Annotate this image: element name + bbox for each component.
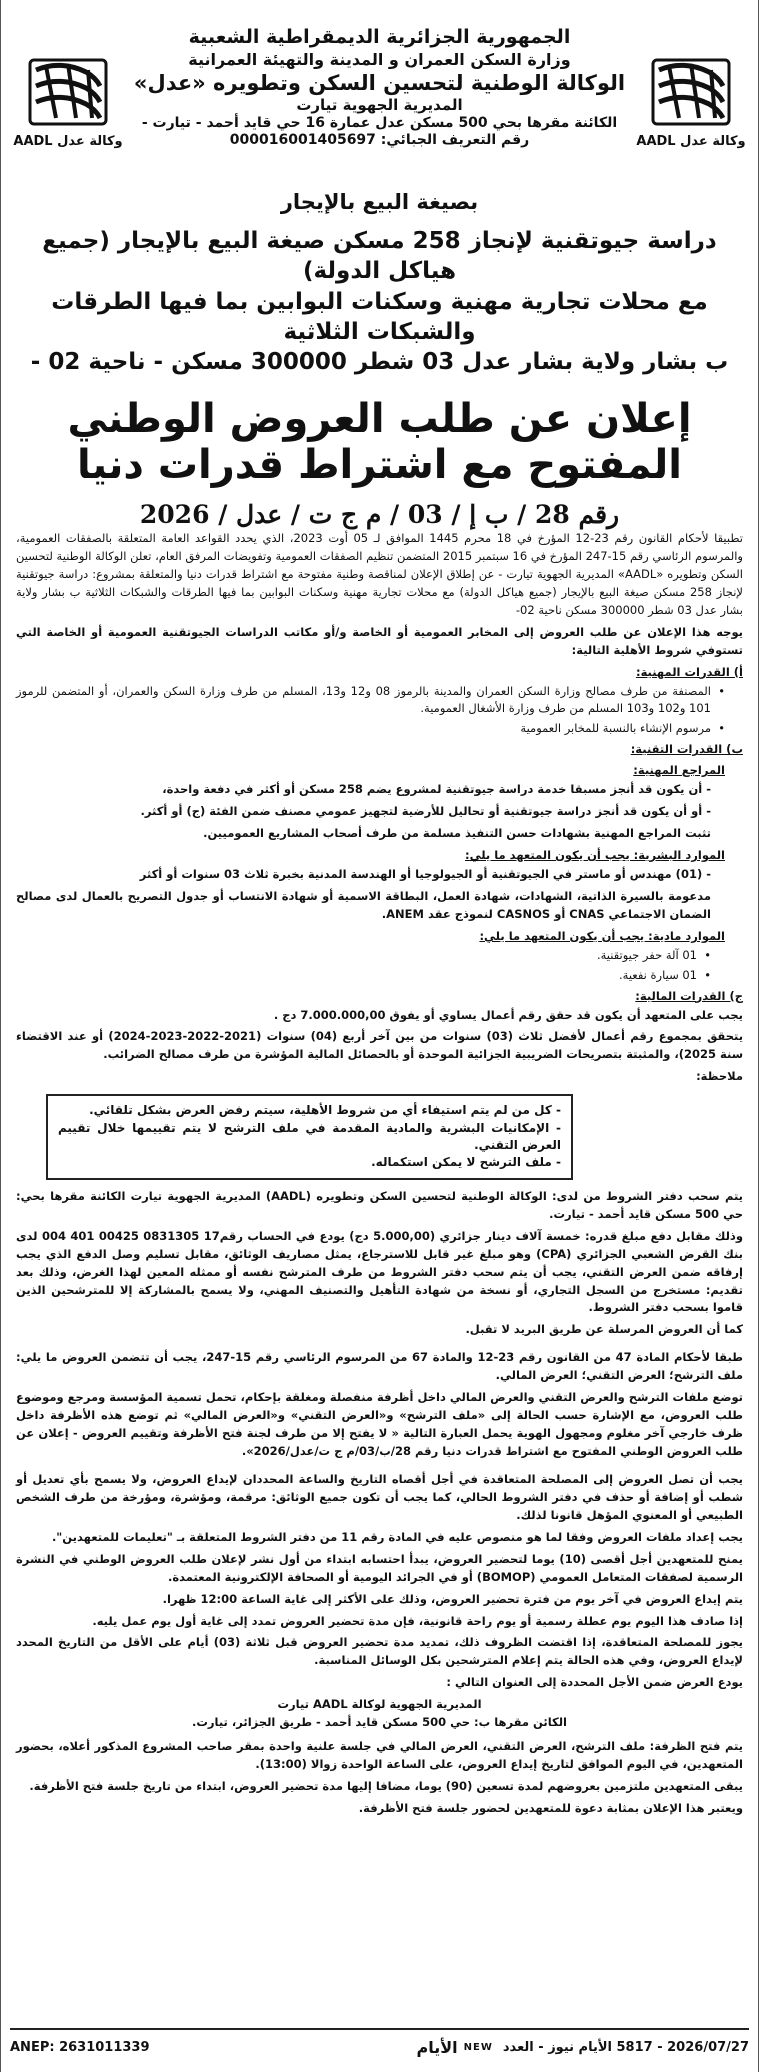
- material-resources-title: الموارد مادية: يجب أن يكون المتعهد ما يلي:: [479, 928, 725, 943]
- professional-item-1: • المصنفة من طرف مصالح وزارة السكن العمران والمدينة بالرموز 08 و12 و13، المسلم من طرف وزارة السكن والعمران، أو المتضمن للرموز 101 و102 و103 المسلم من طرف وزارة الأشغال العمومية.: [16, 683, 725, 719]
- aadl-logo-right-text: وكالة عدل AADL: [636, 134, 746, 149]
- intro-paragraph-1: تطبيقا لأحكام القانون رقم 23-12 المؤرخ في 18 محرم 1445 الموافق لـ 05 أوت 2023، الذي يحدد القواعد العامة المتعلقة بالصفقات العمومية، والمرسوم الرئاسي رقم 15-247 المؤرخ في 16 سبتمبر 2015 المتضمن تنظيم الصفقات العمومية وتفويضات المرفق العام، تعلن الوكالة الوطنية لتحسين السكن وتطويره «AADL» المديرية الجهوية تيارت - عن إطلاق الإعلان لمناقصة وطنية مفتوحة مع اشتراط قدرات دنيا والمتعلقة بمشروع: دراسة جيوتقنية لإنجاز 258 مسكن صيغة البيع بالإيجار (جميع هياكل الدولة) مع محلات تجارية مهنية وسكنات البوابين بما فيها الطرقات والشبكات الثلاثية ب بشار ولاية بشار عدل 03 شطر 300000 مسكن ناحية 02-: [16, 531, 743, 617]
- study-line-3: ب بشار ولاية بشار عدل 03 شطر 300000 مسكن - ناحية 02 -: [30, 349, 729, 376]
- tax-id-label: رقم التعريف الجبائي:: [380, 132, 530, 149]
- professional-references-title: المراجع المهنية:: [633, 763, 725, 778]
- specs-withdrawal-3: كما أن العروض المرسلة عن طريق البريد لا تقبل.: [465, 1322, 743, 1337]
- footer-right: [417, 2038, 749, 2057]
- header-center: [120, 26, 639, 150]
- specs-withdrawal-2: وذلك مقابل دفع مبلغ قدره: خمسة آلاف دينار جزائري (5.000,00 دج) يودع في الحساب رقم17 0831305 00425 401 004 لدى بنك القرض الشعبي الجزائري (CPA) وهو مبلغ غير قابل للاسترجاع، يمثل مصاريف الوثائق، مقابل تسليم وصل الدفع الذي يجب إرفاقه ضمن العرض التقني، يجب أن يتم سحب دفتر الشروط من طرف المترشح نفسه أو ممثله المعين لهذا الغرض، وذلك بعد تقديم: مستخرج من السجل التجاري، أو نسخة من شهادة التأهيل والتصنيف المهني، ولا يسمح بالمشاركة إلا للمترشحين الذين قاموا بسحب دفتر الشروط.: [16, 1228, 743, 1315]
- human-resources-title: الموارد البشرية: يجب أن يكون المتعهد ما يلي:: [464, 848, 725, 862]
- financial-text-2: يتحقق بمجموع رقم أعمال لأفضل ثلاث (03) سنوات من بين آخر أربع (04) سنوات (2021-2022-2023-2024) أو عند الاقتضاء سنة 2025)، والمثبتة بتصريحات الضريبية الجزائية الموحدة أو بالحصائل المالية المؤشرة من طرف مصالح الضرائب.: [16, 1029, 744, 1062]
- tax-id-line: [120, 132, 639, 150]
- reference-item-3: تثبت المراجع المهنية بشهادات حسن التنفيذ مسلمة من طرف أصحاب المشاريع العموميين.: [203, 826, 711, 841]
- section-technical-capacities: ب) القدرات التقنية:: [630, 742, 743, 757]
- financial-text-1: يجب على المتعهد أن يكون قد حقق رقم أعمال يساوي أو يفوق 7.000.000,00 دج .: [273, 1007, 743, 1022]
- announcement-reference: رقم 28 / ب إ / 03 / م ج ت / عدل / 2026: [139, 499, 620, 529]
- aadl-logo-right: [631, 56, 751, 174]
- aadl-logo-left-text: وكالة عدل AADL: [13, 134, 123, 149]
- header: [8, 10, 751, 188]
- offers-content-2: توضع ملفات الترشح والعرض التقني والعرض المالي داخل أظرفة منفصلة ومغلقة بإحكام، تحمل تسمية المؤسسة ومرجع وموضوع طلب العروض، مع الإشارة حسب الحالة إلى «ملف الترشح» و«العرض التقني» و«العرض المالي» ثم توضع هذه الأظرفة داخل ظرف خارجي آخر مغلوم ومجهول الهوية يحمل العبارة التالية « لا يفتح إلا من طرف لجنة فتح الأظرفة وتقييم العروض - إعلان عن طلب العروض الوطني المفتوح مع اشتراط قدرات دنيا رقم 28/ب/03/م ج ت/عدل/2026».: [16, 1390, 743, 1458]
- aadl-logo-left: [8, 56, 128, 174]
- footer-issue-date: 2026/07/27 - 5817 الأيام نيوز - العدد: [502, 2039, 749, 2055]
- reference-item-2: - أو أن يكون قد أنجز دراسة جيوتقنية أو تحاليل للأرضية لتجهيز عمومي مصنف ضمن الفئة (ج) أو أكثر.: [140, 804, 711, 819]
- agency-address: الكائنة مقرها بحي 500 مسكن عدل عمارة 16 حي قايد أحمد - تيارت -: [141, 114, 618, 131]
- aadl-logo-icon: [645, 56, 737, 128]
- material-resource-item-2: • 01 سيارة نفعية.: [16, 967, 711, 985]
- note-box: [46, 1094, 573, 1180]
- human-resource-item-1: - (01) مهندس أو ماستر في الجيوتقنية أو الجيولوجيا أو الهندسة المدنية بخبرة ثلاث 03 سنوات أو أكثر: [139, 866, 711, 881]
- new-label: NEW: [463, 2041, 493, 2053]
- agency-name: الوكالة الوطنية لتحسين السكن وتطويره «عدل»: [133, 70, 626, 95]
- deposit-address: [16, 1696, 743, 1732]
- deposit-text-5: إذا صادف هذا اليوم يوم عطلة رسمية أو يوم راحة قانونية، فإن مدة تحضير العروض تمدد إلى غاية أول يوم عمل يليه.: [92, 1613, 743, 1628]
- reference-item-1: - أن يكون قد أنجز مسبقا خدمة دراسة جيوتقنية لمشروع يضم 258 مسكن أو أكثر في دفعة واحدة،: [162, 782, 711, 797]
- note-line-3: - ملف الترشح لا يمكن استكماله.: [371, 1155, 561, 1170]
- note-line-1: - كل من لم يتم استيفاء أي من شروط الأهلية، سيتم رفض العرض بشكل تلقائي.: [89, 1103, 561, 1118]
- intro-paragraph-2: يوجه هذا الإعلان عن طلب العروض إلى المخابر العمومية أو الخاصة و/أو مكاتب الدراسات الجيوتقنية العمومية أو الخاصة التي تستوفي شروط الأهلية التالية:: [16, 624, 743, 657]
- specs-withdrawal-1: يتم سحب دفتر الشروط من لدى: الوكالة الوطنية لتحسين السكن وتطويره (AADL) المديرية الجهوية تيارت الكائنة مقرها بحي: حي 500 مسكن قايد أحمد - تيارت.: [16, 1188, 743, 1221]
- opening-text-1: يتم فتح الظرفة: ملف الترشح، العرض التقني، العرض المالي في جلسة علنية واحدة بمقر صاحب المشروع المذكور أعلاه، بحضور المتعهدين، في اليوم الموافق لتاريخ إيداع العروض، على الساعة الواحدة زوالا (13:00).: [16, 1739, 743, 1772]
- ministry-name: وزارة السكن العمران و المدينة والتهيئة العمرانية: [188, 49, 571, 69]
- opening-text-2: يبقى المتعهدين ملتزمين بعروضهم لمدة تسعين (90) يوما، مضافا إليها مدة تحضير العروض، ابتداء من تاريخ جلسة فتح الأظرفة.: [29, 1779, 743, 1793]
- newspaper-logo: [417, 2038, 493, 2057]
- offers-content-1: طبقا لأحكام المادة 47 من القانون رقم 23-12 والمادة 67 من المرسوم الرئاسي رقم 15-247، يجب أن تتضمن العروض ما يلي: ملف الترشح؛ العرض التقني؛ العرض المالي.: [16, 1350, 743, 1383]
- tax-id-value: 000016001405697: [229, 132, 376, 149]
- deposit-text-3: يمنح للمتعهدين أجل أقصى (10) يوما لتحضير العروض، يبدأ احتسابه ابتداء من أول نشر لإعلان طلب العروض الوطني في النشرة الرسمية لصفقات المتعامل العمومي (BOMOP) أو في الجرائد اليومية أو الصحافة الإلكترونية المعتمدة.: [16, 1551, 743, 1584]
- material-resource-item-1: • 01 آلة حفر جيوتقنية.: [16, 947, 711, 965]
- sale-format-heading: بصيغة البيع بالإيجار: [280, 190, 479, 214]
- opening-text-3: ويعتبر هذا الإعلان بمثابة دعوة للمتعهدين لحضور جلسة فتح الأظرفة.: [358, 1800, 743, 1815]
- deposit-text-6: يجوز للمصلحة المتعاقدة، إذا اقتضت الظروف ذلك، تمديد مدة تحضير العروض قبل ثلاثة (03) أيام على الأقل من التاريخ المحدد لإيداع العروض، وفي هذه الحالة يتم إعلام المترشحين بكل الوسائل المناسبة.: [16, 1635, 743, 1668]
- note-label: ملاحظة:: [696, 1069, 743, 1084]
- regional-directorate: المديرية الجهوية تيارت: [296, 96, 463, 114]
- section-professional-capacities: أ) القدرات المهنية:: [635, 664, 743, 679]
- deposit-text-7: يودع العرض ضمن الأجل المحددة إلى العنوان التالي :: [446, 1675, 743, 1690]
- republic-name: الجمهورية الجزائرية الديمقراطية الشعبية: [188, 26, 571, 48]
- deposit-text-4: يتم إيداع العروض في آخر يوم من فترة تحضير العروض، وذلك على الأكثر إلى غاية الساعة 12:00 ظهرا.: [162, 1591, 743, 1606]
- left-border: [0, 0, 1, 2072]
- financial-capacities-title: ج) القدرات المالية:: [635, 988, 743, 1003]
- deposit-text-1: يجب أن تصل العروض إلى المصلحة المتعاقدة في أجل أقصاه التاريخ والساعة المحددان لإيداع العروض، ولا يسمح بأي تعديل أو شطب أو إضافة أو حذف في دفتر الشروط الحالي، كما يجب أن تكون جميع الوثائق: مرقمة، ومؤشرة، ومؤرخة من طرف الشخص الطبيعي أو المعنوي المؤهل قانونا لذلك.: [16, 1471, 743, 1522]
- footer-anep: ANEP: 2631011339: [10, 2039, 150, 2055]
- footer: [10, 2028, 749, 2064]
- deposit-address-line-2: الكائن مقرها ب: حي 500 مسكن قايد أحمد - طريق الجزائر، تيارت.: [192, 1715, 567, 1730]
- professional-item-2: • مرسوم الإنشاء بالنسبة للمخابر العمومية: [16, 720, 725, 738]
- deposit-address-line-1: المديرية الجهوية لوكالة AADL تيارت: [277, 1697, 482, 1712]
- newspaper-name: الأيام: [416, 2037, 458, 2057]
- note-line-2: - الإمكانيات البشرية والمادية المقدمة في ملف الترشح لا يتم تقييمها خلال تقييم العرض التقني.: [58, 1120, 561, 1153]
- announcement-body: [16, 530, 743, 1822]
- title-block: [14, 190, 745, 529]
- main-announcement-title: إعلان عن طلب العروض الوطني المفتوح مع اشتراط قدرات دنيا: [67, 395, 692, 488]
- deposit-text-2: يجب إعداد ملفات العروض وفقا لما هو منصوص عليه في المادة رقم 11 من دفتر الشروط المتعلقة بـ "تعليمات للمتعهدين".: [51, 1529, 743, 1544]
- study-line-2: مع محلات تجارية مهنية وسكنات البوابين بما فيها الطرقات والشبكات الثلاثية: [51, 288, 708, 346]
- human-resource-item-2: مدعومة بالسيرة الذاتية، الشهادات، شهادة العمل، البطاقة الاسمية أو شهادة الانتساب أو جدول التصريح بالعمال لدى مصالح الضمان الاجتماعي CNAS أو CASNOS لنموذج عقد ANEM.: [16, 888, 711, 921]
- aadl-logo-icon: [22, 56, 114, 128]
- study-line-1: دراسة جيوتقنية لإنجاز 258 مسكن صيغة البيع بالإيجار (جميع هياكل الدولة): [42, 228, 717, 285]
